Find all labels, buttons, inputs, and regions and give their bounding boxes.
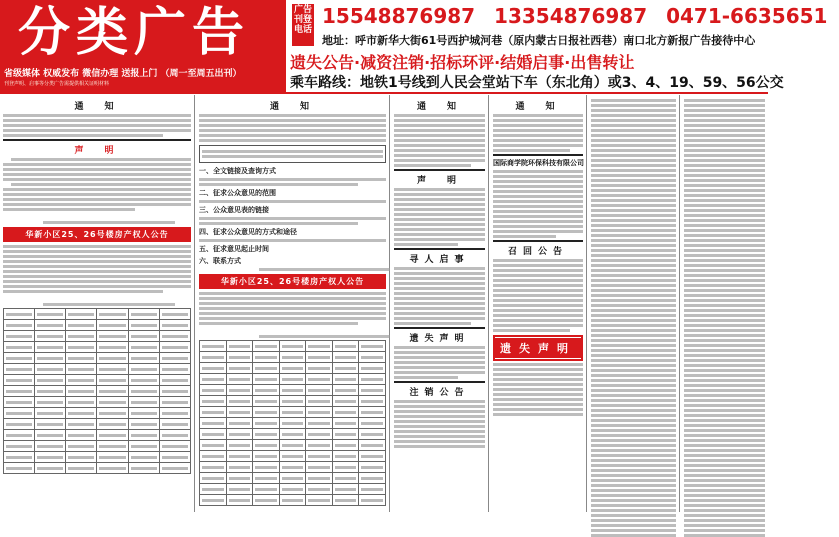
statement-heading: 声 明: [74, 146, 120, 156]
list-item-6: 六、联系方式: [199, 257, 241, 265]
header-divider: [0, 92, 768, 94]
missing-person-heading: 寻人启事: [409, 255, 470, 265]
deregistration-heading: 注销公告: [409, 388, 470, 398]
phone-number-1: 15548876987: [322, 4, 476, 28]
list-item-5: 五、征求意见起止时间: [199, 245, 269, 253]
lost-statement-banner: 遗失声明: [495, 338, 581, 358]
bus-route-line: 乘车路线：地铁1号线到人民会堂站下车（东北角）或3、4、19、59、56公交: [290, 75, 784, 91]
list-item-3: 三、公众意见表的链接: [199, 206, 269, 214]
phone-numbers: [322, 4, 839, 28]
column-f: [681, 95, 768, 512]
column-c: [391, 95, 489, 512]
env-notice-box: [199, 145, 386, 163]
phone-number-2: 13354876987: [494, 4, 648, 28]
property-notice-banner: 华新小区25、26号楼房产权人公告: [3, 227, 191, 242]
list-item-2: 二、征求公众意见的范围: [199, 189, 276, 197]
list-item-4: 四、征求公众意见的方式和途径: [199, 228, 297, 236]
notice-heading-b: 通 知: [269, 102, 315, 112]
services-line: 遗失公告·减资注销·招标环评·结婚启事·出售转让: [290, 53, 635, 72]
masthead-title: 分类广告: [18, 2, 251, 63]
recall-heading: 召回公告: [507, 247, 568, 257]
lost-statement-heading-c: 遗失声明: [409, 334, 470, 344]
phone-number-3: 0471-6635651: [666, 4, 828, 28]
notice-heading: 通 知: [74, 102, 120, 112]
list-item-1: 一、全文链接及查询方式: [199, 167, 276, 175]
column-e: [588, 95, 680, 512]
property-table-b: [199, 340, 386, 506]
ad-phone-badge: 广告刊登电话: [292, 4, 314, 46]
notice-heading-d: 通 知: [515, 102, 561, 112]
address-line: 地址：呼市新华大街61号西护城河巷（原内蒙古日报社西巷）南口北方新报广告接待中心: [322, 34, 756, 47]
column-a: [0, 95, 195, 512]
masthead-slogan: 省级媒体 权威发布 微信办理 送报上门 （周一至周五出刊）: [4, 69, 242, 79]
masthead-panel: [0, 0, 286, 92]
property-table-a: [3, 308, 191, 474]
lost-statement-box: [493, 335, 583, 361]
property-notice-banner-b: 华新小区25、26号楼房产权人公告: [199, 274, 386, 289]
column-b: [196, 95, 390, 512]
masthead-note: 刊登声明、启事等分类广告需提供相关证明材料: [4, 81, 110, 87]
column-d: [490, 95, 587, 512]
notice-heading-c: 通 知: [416, 102, 462, 112]
company-name: 国际商学院环保科技有限公司: [493, 159, 584, 167]
statement-heading-c: 声 明: [416, 176, 462, 186]
